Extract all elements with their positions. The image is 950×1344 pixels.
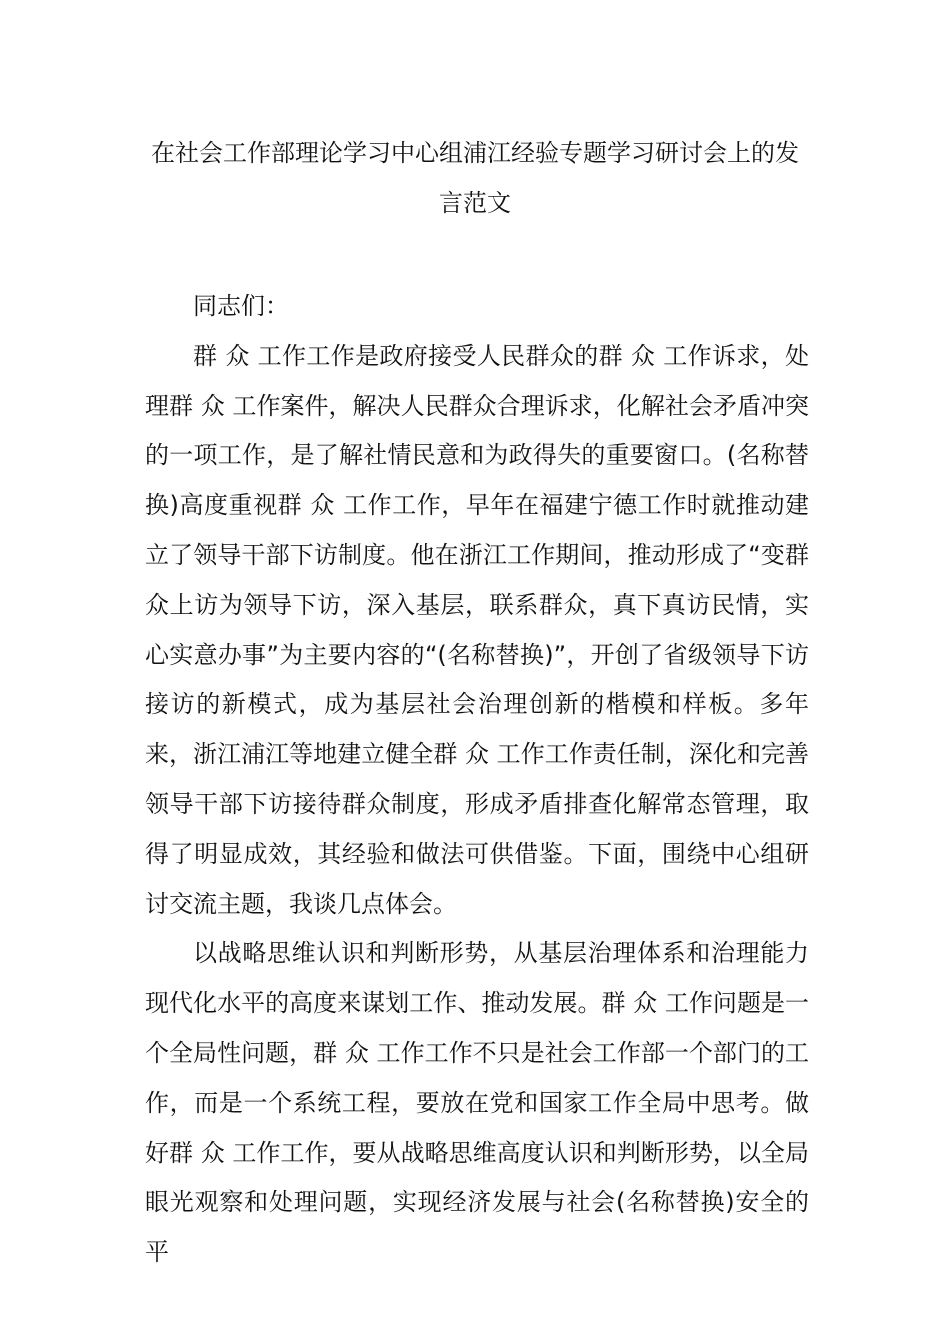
body-paragraph-1: 群 众 工作工作是政府接受人民群众的群 众 工作诉求，处理群 众 工作案件，解决人民群众合理诉求，化解社会矛盾冲突的一项工作，是了解社情民意和为政得失的重要窗口。(名称替换)高度重视群 众 工作工作，早年在福建宁德工作时就推动建立了领导干部下访制度。他在浙江工作期间，推动形成了“变群众上访为领导下访，深入基层，联系群众，真下真访民情，实心实意办事”为主要内容的“(名称替换)”，开创了省级领导下访接访的新模式，成为基层社会治理创新的楷模和样板。多年来，浙江浦江等地建立健全群 众 工作工作责任制，深化和完善领导干部下访接待群众制度，形成矛盾排查化解常态管理，取得了明显成效，其经验和做法可供借鉴。下面，围绕中心组研讨交流主题，我谈几点体会。: [145, 341, 809, 918]
document-body: [145, 282, 809, 1278]
document-title: 在社会工作部理论学习中心组浦江经验专题学习研讨会上的发言范文: [151, 139, 799, 217]
salutation: 同志们：: [193, 292, 289, 320]
body-paragraph-2: 以战略思维认识和判断形势，从基层治理体系和治理能力现代化水平的高度来谋划工作、推动发展。群 众 工作问题是一个全局性问题，群 众 工作工作不只是社会工作部一个部门的工作，而是一个系统工程，要放在党和国家工作全局中思考。做好群 众 工作工作，要从战略思维高度认识和判断形势，以全局眼光观察和处理问题，实现经济发展与社会(名称替换)安全的平: [145, 939, 809, 1267]
